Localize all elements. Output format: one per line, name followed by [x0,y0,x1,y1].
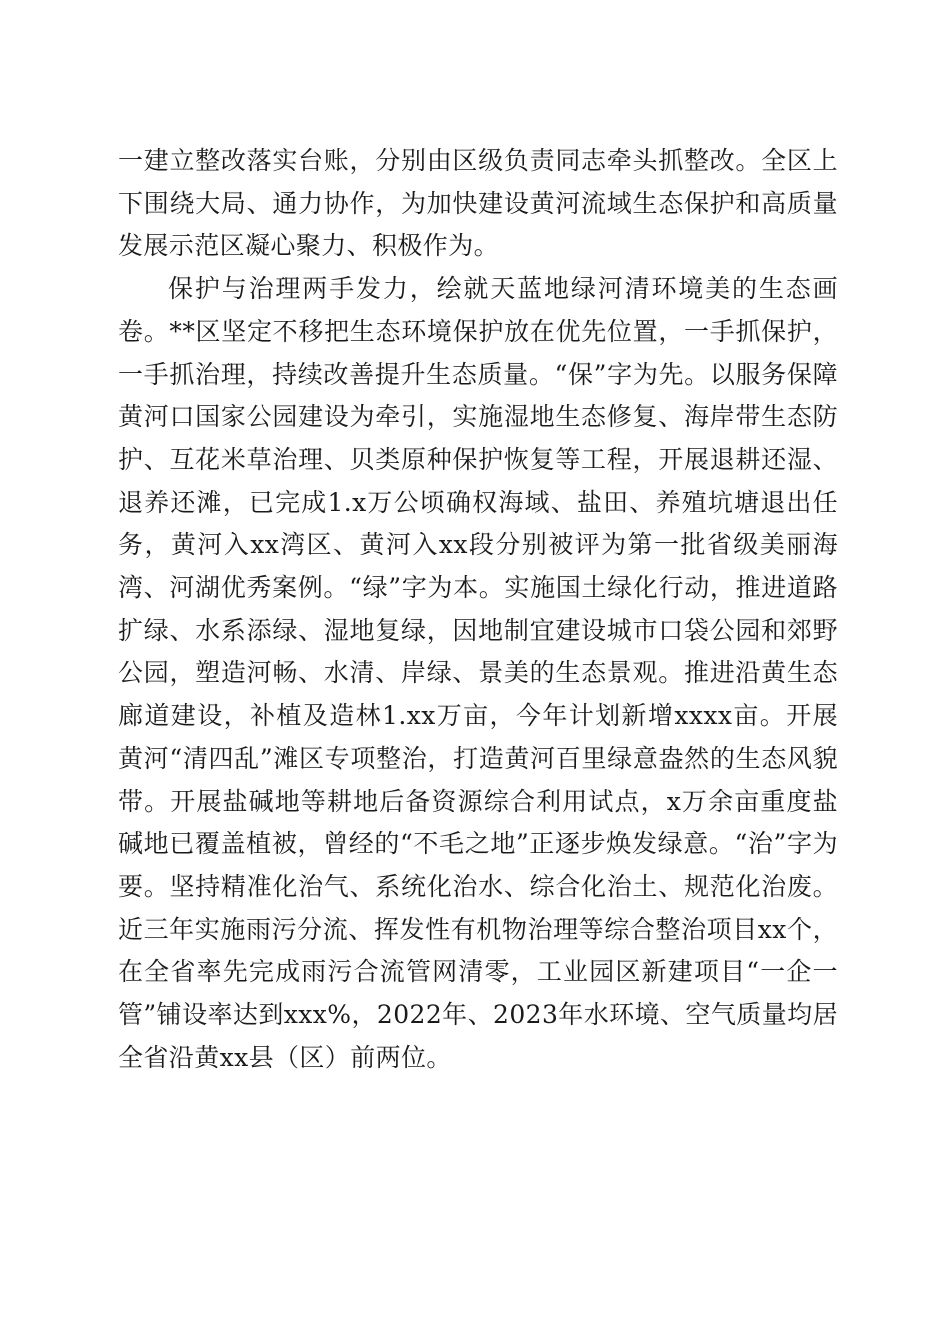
text-line: 生态防护、互花米草治理、贝类原种保护恢复等工程，开展退 [118,402,838,474]
text-line: 之地”正逐步焕发绿意。“治”字为要。坚持精准化治气、系 [118,829,838,901]
text-line: 态景观。推进沿黄生态廊道建设，补植及造林1.xx万亩，今年 [118,658,838,731]
document-body [118,140,838,1079]
text-line: （区）前两位。 [274,1042,452,1072]
text-line: 城市口袋公园和郊野公园，塑造河畅、水清、岸绿、景美的生 [118,615,838,688]
paragraph [118,140,838,268]
text-line: 质量发展示范区凝心聚力、积极作为。 [118,188,838,261]
text-line: 坑塘退出任务，黄河入xx湾区、黄河入xx段分别被评为第一 [118,487,838,560]
text-line: 批省级美丽海湾、河湖优秀案例。“绿”字为本。实施国土绿 [118,530,838,603]
text-line: 河百里绿意盎然的生态风貌带。开展盐碱地等耕地后备资源综 [118,743,838,816]
text-line: 耕还湿、退养还滩，已完成1.x万公顷确权海域、盐田、养殖 [118,444,838,517]
text-line: 合利用试点，x万余亩重度盐碱地已覆盖植被，曾经的“不毛 [118,786,838,859]
text-line: 合流管网清零，工业园区新建项目“一企一管”铺设率达到 [118,957,838,1030]
paragraph [118,268,838,1079]
text-line: 一手抓治理，持续改善提升生态质量。“保”字为先。以服务 [118,359,787,389]
text-line: 保障黄河口国家公园建设为牵引，实施湿地生态修复、海岸带 [118,359,838,432]
text-line: xxx%，2022年、2023年水环境、空气质量均居全省沿黄xx县 [118,1000,838,1072]
text-line: 上下围绕大局、通力协作，为加快建设黄河流域生态保护和高 [118,146,838,218]
text-line: 一建立整改落实台账，分别由区级负责同志牵头抓整改。全区 [118,146,813,175]
text-line: 保护与治理两手发力，绘就天蓝地绿河清环境美的生态画 [168,274,838,304]
text-line: 挥发性有机物治理等综合整治项目xx个，在全省率先完成雨污 [118,914,838,987]
text-line: 计划新增xxxx亩。开展黄河“清四乱”滩区专项整治，打造黄 [118,701,838,773]
text-line: 统化治水、综合化治土、规范化治废。近三年实施雨污分流、 [118,871,838,944]
text-line: 卷。**区坚定不移把生态环境保护放在优先位置，一手抓保护， [118,316,838,346]
text-line: 化行动，推进道路扩绿、水系添绿、湿地复绿，因地制宜建设 [118,573,839,645]
